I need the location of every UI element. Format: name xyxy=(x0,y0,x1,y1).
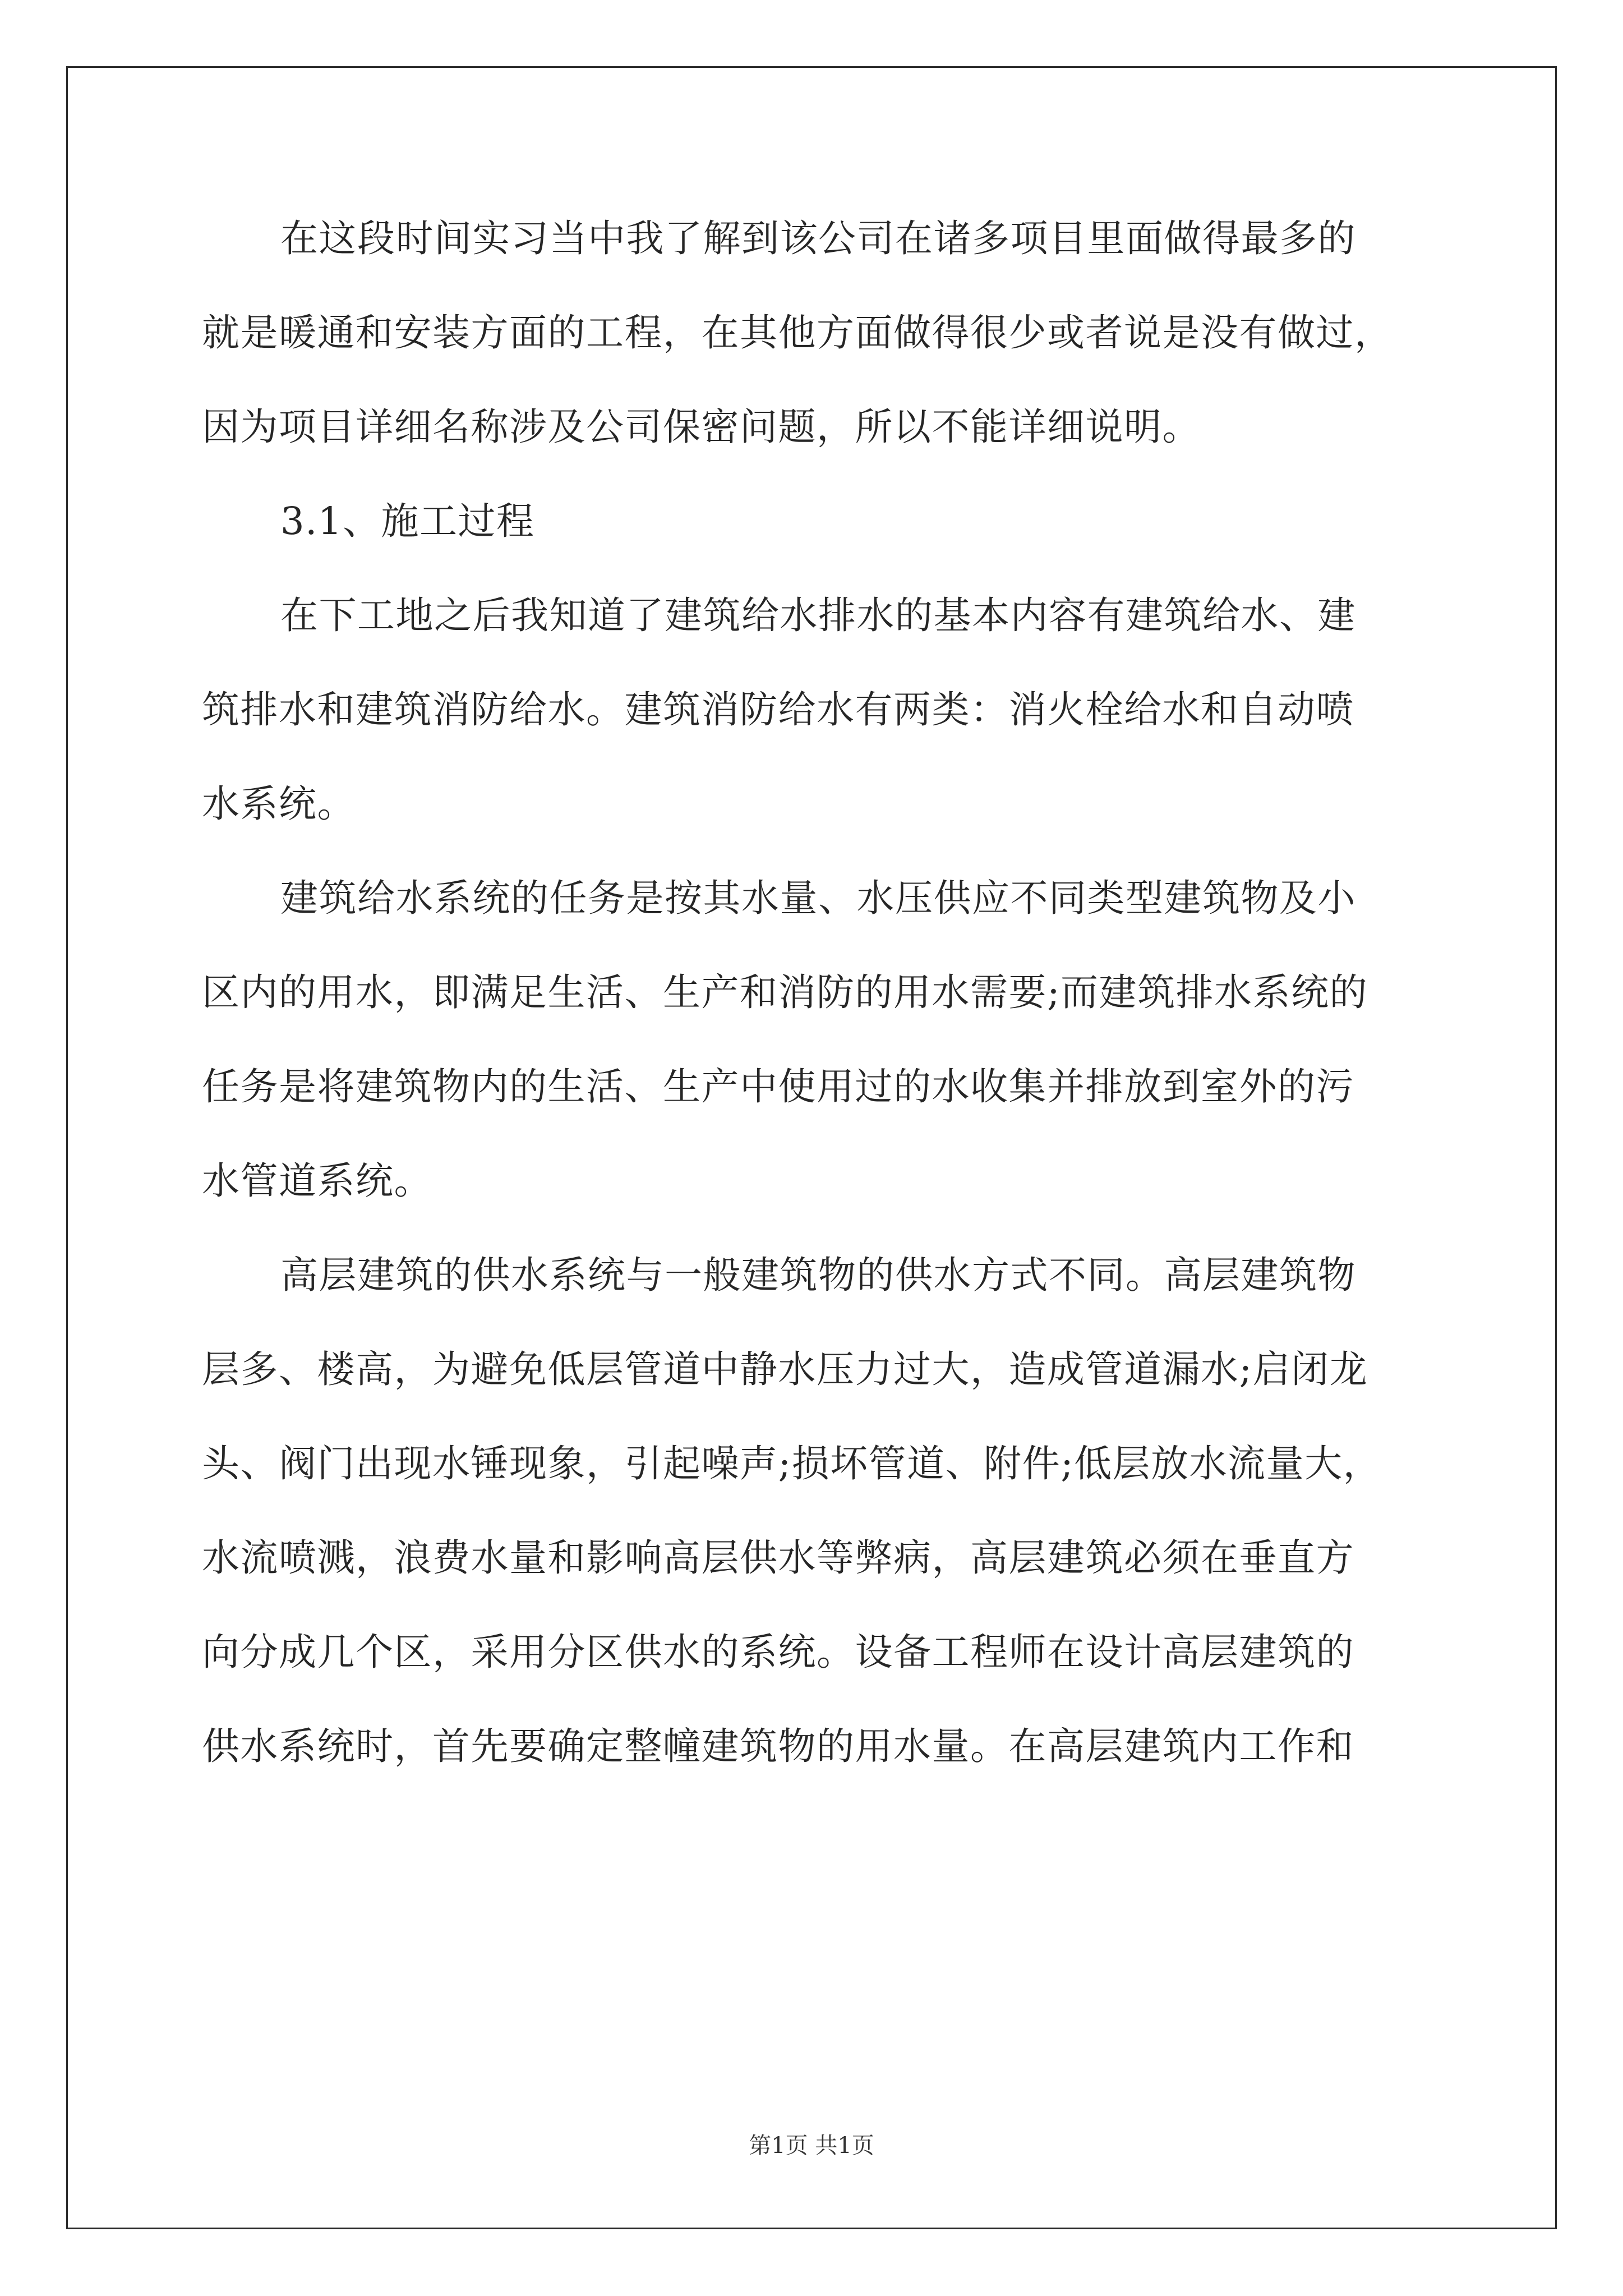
text-line: 层多、楼高，为避免低层管道中静水压力过大，造成管道漏水;启闭龙 xyxy=(202,1347,1368,1391)
text-line: 水管道系统。 xyxy=(202,1159,432,1203)
text-line: 高层建筑的供水系统与一般建筑物的供水方式不同。高层建筑物 xyxy=(280,1253,1356,1297)
text-line: 建筑给水系统的任务是按其水量、水压供应不同类型建筑物及小 xyxy=(280,876,1356,920)
text-line: 在这段时间实习当中我了解到该公司在诸多项目里面做得最多的 xyxy=(280,217,1356,260)
text-line: 因为项目详细名称涉及公司保密问题，所以不能详细说明。 xyxy=(202,405,1201,449)
text-line: 水系统。 xyxy=(202,782,356,826)
text-line: 水流喷溅，浪费水量和影响高层供水等弊病，高层建筑必须在垂直方 xyxy=(202,1536,1354,1580)
text-line: 供水系统时，首先要确定整幢建筑物的用水量。在高层建筑内工作和 xyxy=(202,1724,1354,1768)
text-line: 就是暖通和安装方面的工程，在其他方面做得很少或者说是没有做过， xyxy=(202,311,1393,355)
text-line: 筑排水和建筑消防给水。建筑消防给水有两类：消火栓给水和自动喷 xyxy=(202,688,1354,731)
text-line: 区内的用水，即满足生活、生产和消防的用水需要;而建筑排水系统的 xyxy=(202,970,1368,1014)
text-line: 在下工地之后我知道了建筑给水排水的基本内容有建筑给水、建 xyxy=(280,593,1356,637)
text-line: 向分成几个区，采用分区供水的系统。设备工程师在设计高层建筑的 xyxy=(202,1630,1354,1674)
page-number-footer: 第1页 共1页 xyxy=(749,2133,874,2159)
section-heading: 3.1、施工过程 xyxy=(280,499,535,543)
text-line: 任务是将建筑物内的生活、生产中使用过的水收集并排放到室外的污 xyxy=(202,1065,1354,1108)
page-border xyxy=(66,66,1557,2229)
text-line: 头、阀门出现水锤现象，引起噪声;损坏管道、附件;低层放水流量大， xyxy=(202,1442,1382,1485)
